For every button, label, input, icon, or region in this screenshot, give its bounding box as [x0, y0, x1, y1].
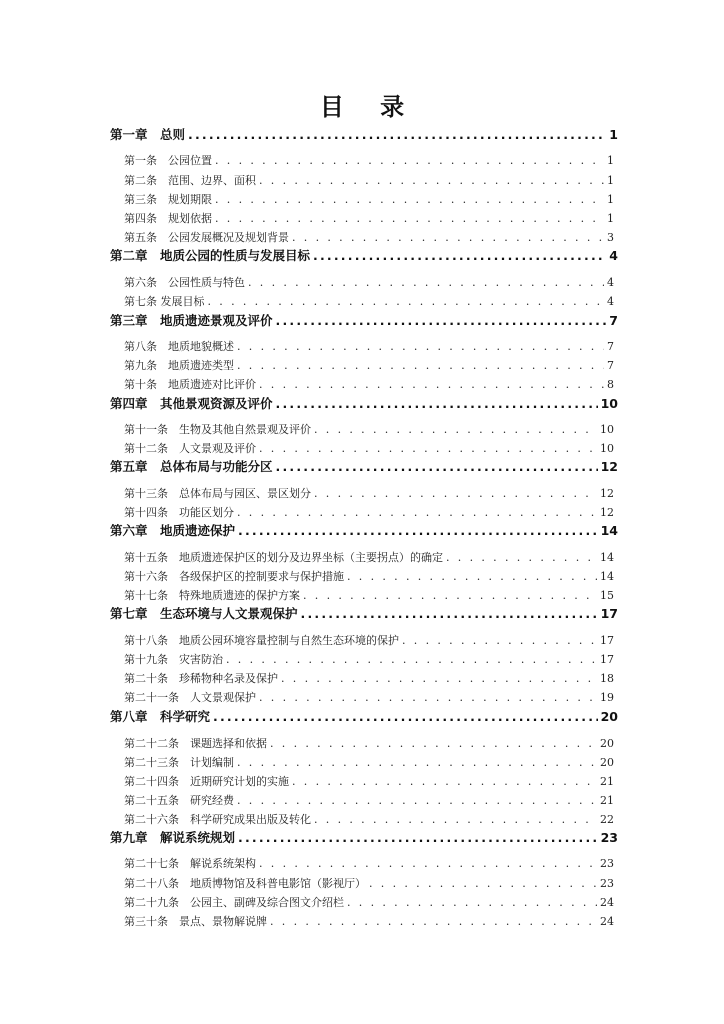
article-label: 第八条 地质地貌概述: [124, 340, 234, 353]
toc-article[interactable]: [124, 854, 614, 874]
toc-article[interactable]: [124, 791, 614, 811]
chapter-page-number: 17: [600, 606, 618, 621]
dot-leader: [215, 209, 604, 229]
article-page-number: 21: [600, 794, 614, 807]
article-label: 第六条 公园性质与特色: [124, 276, 245, 289]
dot-leader: [292, 228, 604, 248]
chapter-label: 第八章 科学研究: [110, 709, 211, 724]
article-label: 第二十五条 研究经费: [124, 794, 234, 807]
dot-leader: [347, 567, 597, 587]
article-page-number: 1: [607, 212, 614, 225]
article-label: 第七条 发展目标: [124, 295, 205, 308]
article-label: 第二十一条 人文景观保护: [124, 691, 256, 704]
toc-article[interactable]: [124, 292, 614, 312]
article-label: 第十八条 地质公园环境容量控制与自然生态环境的保护: [124, 634, 399, 647]
article-label: 第二十六条 科学研究成果出版及转化: [124, 813, 311, 826]
page-title: 目 录: [319, 93, 419, 121]
article-label: 第三条 规划期限: [124, 193, 212, 206]
article-page-number: 1: [607, 154, 614, 167]
article-label: 第十九条 灾害防治: [124, 653, 223, 666]
toc-article[interactable]: [124, 874, 614, 894]
toc-chapter-1[interactable]: [110, 125, 618, 145]
dot-leader: [314, 420, 597, 440]
toc-article[interactable]: [124, 586, 614, 606]
chapter-page-number: 14: [600, 523, 618, 538]
article-label: 第十五条 地质遗迹保护区的划分及边界坐标（主要拐点）的确定: [124, 551, 443, 564]
article-page-number: 22: [600, 813, 614, 826]
dot-leader: [259, 171, 604, 191]
dot-leader: [215, 151, 604, 171]
chapter-label: 第三章 地质遗迹景观及评价: [110, 313, 273, 328]
toc-article[interactable]: [124, 337, 614, 357]
article-page-number: 4: [607, 295, 614, 308]
chapter-page-number: 4: [609, 248, 618, 263]
article-label: 第二十二条 课题选择和依据: [124, 737, 267, 750]
chapter-page-number: 7: [609, 313, 618, 328]
toc-article[interactable]: [124, 567, 614, 587]
chapter-page-number: 23: [600, 830, 618, 845]
toc-chapter-5[interactable]: [110, 457, 618, 477]
chapter-page-number: 1: [609, 127, 618, 142]
chapter-label: 第一章 总则: [110, 127, 186, 142]
dot-leader: [276, 311, 607, 331]
dot-leader: [313, 246, 606, 266]
article-page-number: 12: [600, 487, 614, 500]
article-label: 第二十八条 地质博物馆及科普电影馆（影视厅）: [124, 877, 366, 890]
article-page-number: 15: [600, 589, 614, 602]
chapter-page-number: 12: [600, 459, 618, 474]
chapter-label: 第四章 其他景观资源及评价: [110, 396, 273, 411]
article-label: 第十四条 功能区划分: [124, 506, 234, 519]
article-page-number: 20: [600, 756, 614, 769]
article-page-number: 23: [600, 877, 614, 890]
article-label: 第三十条 景点、景物解说牌: [124, 915, 267, 928]
dot-leader: [314, 484, 597, 504]
article-page-number: 1: [607, 193, 614, 206]
article-page-number: 23: [600, 857, 614, 870]
toc-article[interactable]: [124, 171, 614, 191]
dot-leader: [238, 828, 598, 848]
toc-chapter-4[interactable]: [110, 394, 618, 414]
article-page-number: 17: [600, 634, 614, 647]
dot-leader: [248, 273, 604, 293]
dot-leader: [369, 874, 597, 894]
toc-article[interactable]: [124, 503, 614, 523]
article-page-number: 24: [600, 915, 614, 928]
dot-leader: [237, 337, 604, 357]
toc-article[interactable]: [124, 810, 614, 830]
dot-leader: [347, 893, 597, 913]
dot-leader: [237, 356, 604, 376]
dot-leader: [446, 548, 597, 568]
dot-leader: [208, 292, 605, 312]
article-label: 第十六条 各级保护区的控制要求与保护措施: [124, 570, 344, 583]
dot-leader: [237, 753, 597, 773]
chapter-label: 第二章 地质公园的性质与发展目标: [110, 248, 311, 263]
article-page-number: 20: [600, 737, 614, 750]
toc-article[interactable]: [124, 548, 614, 568]
article-label: 第四条 规划依据: [124, 212, 212, 225]
dot-leader: [238, 521, 598, 541]
toc-chapter-3[interactable]: [110, 311, 618, 331]
article-label: 第二十七条 解说系统架构: [124, 857, 256, 870]
dot-leader: [226, 650, 597, 670]
dot-leader: [301, 604, 598, 624]
toc-article[interactable]: [124, 631, 614, 651]
article-page-number: 10: [600, 442, 614, 455]
dot-leader: [213, 707, 598, 727]
toc-article[interactable]: [124, 772, 614, 792]
article-label: 第十七条 特殊地质遗迹的保护方案: [124, 589, 300, 602]
toc-article[interactable]: [124, 753, 614, 773]
toc-article[interactable]: [124, 439, 614, 459]
article-page-number: 19: [600, 691, 614, 704]
toc-article[interactable]: [124, 688, 614, 708]
toc-article[interactable]: [124, 356, 614, 376]
toc-article[interactable]: [124, 209, 614, 229]
article-page-number: 8: [607, 378, 614, 391]
dot-leader: [276, 457, 598, 477]
chapter-label: 第九章 解说系统规划: [110, 830, 236, 845]
article-label: 第二十三条 计划编制: [124, 756, 234, 769]
article-page-number: 18: [600, 672, 614, 685]
article-label: 第十三条 总体布局与园区、景区划分: [124, 487, 311, 500]
toc-article[interactable]: [124, 273, 614, 293]
toc-chapter-6[interactable]: [110, 521, 618, 541]
chapter-label: 第六章 地质遗迹保护: [110, 523, 236, 538]
dot-leader: [259, 439, 597, 459]
article-label: 第二十九条 公园主、副碑及综合图文介绍栏: [124, 896, 344, 909]
toc-article[interactable]: [124, 734, 614, 754]
toc-article[interactable]: [124, 375, 614, 395]
toc-article[interactable]: [124, 893, 614, 913]
dot-leader: [215, 190, 604, 210]
chapter-label: 第七章 生态环境与人文景观保护: [110, 606, 298, 621]
dot-leader: [259, 688, 597, 708]
dot-leader: [314, 810, 597, 830]
dot-leader: [259, 854, 597, 874]
chapter-page-number: 10: [600, 396, 618, 411]
toc-article[interactable]: [124, 650, 614, 670]
toc-article[interactable]: [124, 228, 614, 248]
article-label: 第十条 地质遗迹对比评价: [124, 378, 256, 391]
toc-article[interactable]: [124, 484, 614, 504]
article-page-number: 7: [607, 359, 614, 372]
dot-leader: [188, 125, 606, 145]
chapter-page-number: 20: [600, 709, 618, 724]
toc-article[interactable]: [124, 912, 614, 932]
dot-leader: [237, 503, 597, 523]
dot-leader: [237, 791, 597, 811]
article-page-number: 10: [600, 423, 614, 436]
article-label: 第五条 公园发展概况及规划背景: [124, 231, 289, 244]
toc-chapter-9[interactable]: [110, 828, 618, 848]
dot-leader: [292, 772, 597, 792]
article-label: 第一条 公园位置: [124, 154, 212, 167]
article-label: 第二十四条 近期研究计划的实施: [124, 775, 289, 788]
dot-leader: [281, 669, 597, 689]
dot-leader: [259, 375, 604, 395]
article-page-number: 12: [600, 506, 614, 519]
article-label: 第二条 范围、边界、面积: [124, 174, 256, 187]
toc-article[interactable]: [124, 669, 614, 689]
toc-chapter-8[interactable]: [110, 707, 618, 727]
article-page-number: 14: [600, 570, 614, 583]
dot-leader: [270, 734, 597, 754]
article-page-number: 21: [600, 775, 614, 788]
chapter-label: 第五章 总体布局与功能分区: [110, 459, 273, 474]
toc-chapter-2[interactable]: [110, 246, 618, 266]
article-label: 第二十条 珍稀物种名录及保护: [124, 672, 278, 685]
toc-article[interactable]: [124, 190, 614, 210]
dot-leader: [270, 912, 597, 932]
dot-leader: [402, 631, 597, 651]
article-label: 第九条 地质遗迹类型: [124, 359, 234, 372]
dot-leader: [303, 586, 597, 606]
article-page-number: 7: [607, 340, 614, 353]
article-page-number: 24: [600, 896, 614, 909]
toc-article[interactable]: [124, 151, 614, 171]
toc-article[interactable]: [124, 420, 614, 440]
article-page-number: 1: [607, 174, 614, 187]
article-page-number: 4: [607, 276, 614, 289]
article-page-number: 17: [600, 653, 614, 666]
dot-leader: [276, 394, 598, 414]
article-label: 第十二条 人文景观及评价: [124, 442, 256, 455]
toc-chapter-7[interactable]: [110, 604, 618, 624]
article-page-number: 14: [600, 551, 614, 564]
article-label: 第十一条 生物及其他自然景观及评价: [124, 423, 311, 436]
article-page-number: 3: [607, 231, 614, 244]
